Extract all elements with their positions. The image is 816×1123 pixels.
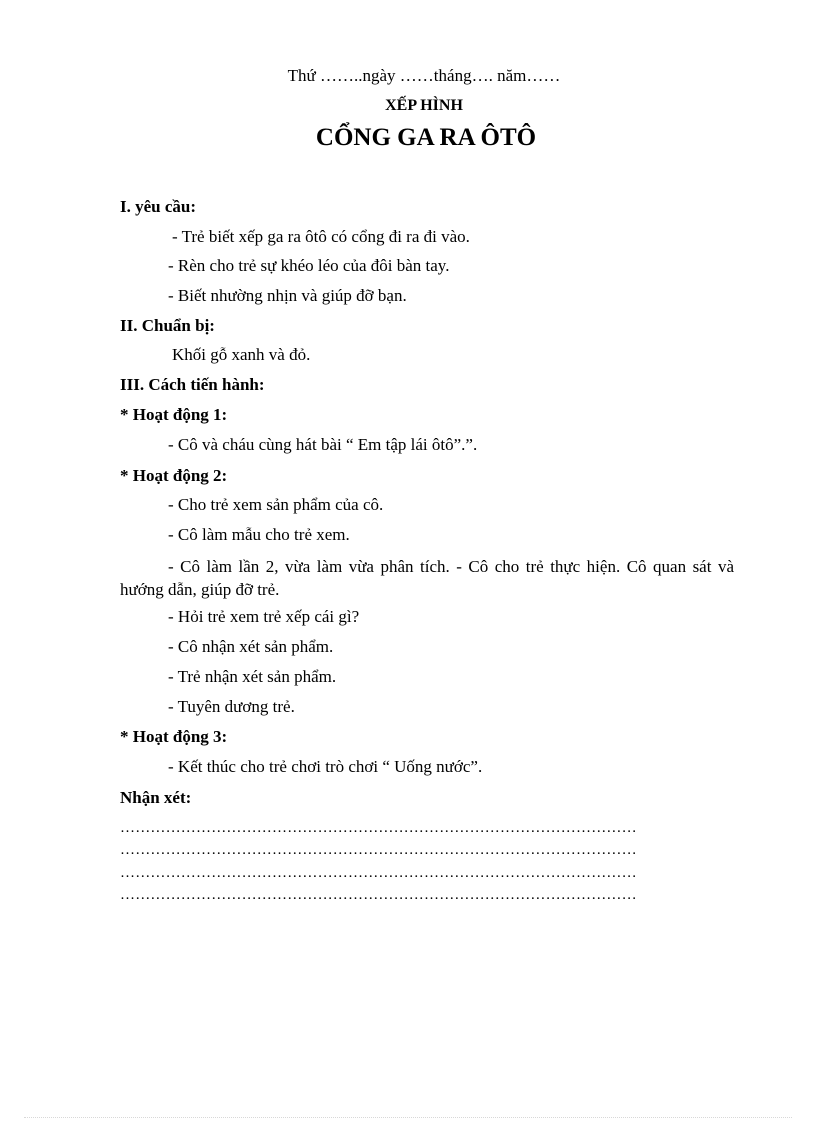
remarks-dotted-line: ………………………………………………………………………………………… — [120, 842, 637, 858]
activity-1-heading: * Hoạt động 1: — [120, 405, 228, 424]
page-bottom-divider — [24, 1117, 792, 1118]
remarks-dotted-line: ………………………………………………………………………………………… — [120, 865, 637, 881]
activity-2-item: - Cô nhận xét sản phẩm. — [168, 637, 334, 656]
preparation-text: Khối gỗ xanh và đỏ. — [172, 345, 311, 364]
activity-2-heading: * Hoạt động 2: — [120, 466, 228, 485]
date-line: Thứ ……..ngày ……tháng…. năm…… — [287, 66, 561, 85]
requirement-item: - Biết nhường nhịn và giúp đỡ bạn. — [168, 286, 407, 305]
subject-heading: XẾP HÌNH — [385, 97, 463, 114]
remarks-dotted-line: ………………………………………………………………………………………… — [120, 887, 637, 903]
activity-2-item: - Cho trẻ xem sản phẩm của cô. — [168, 495, 384, 514]
activity-2-item: - Tuyên dương trẻ. — [168, 697, 295, 716]
activity-3-item: - Kết thúc cho trẻ chơi trò chơi “ Uống nước”. — [168, 757, 483, 776]
requirement-item: - Rèn cho trẻ sự khéo léo của đôi bàn tay. — [168, 256, 450, 275]
remarks-heading: Nhận xét: — [120, 788, 192, 807]
section-procedure-heading: III. Cách tiến hành: — [120, 375, 265, 394]
section-preparation-heading: II. Chuẩn bị: — [120, 316, 215, 335]
page-title: CỔNG GA RA ÔTÔ — [315, 124, 537, 151]
activity-2-item: - Hỏi trẻ xem trẻ xếp cái gì? — [168, 607, 360, 626]
remarks-dotted-line: ………………………………………………………………………………………… — [120, 820, 637, 836]
requirement-item: - Trẻ biết xếp ga ra ôtô có cổng đi ra đi vào. — [172, 227, 470, 246]
activity-2-item: - Cô làm mẫu cho trẻ xem. — [168, 525, 350, 544]
section-requirements-heading: I. yêu cầu: — [120, 197, 197, 216]
activity-2-item: - Trẻ nhận xét sản phẩm. — [168, 667, 337, 686]
activity-2-item: - Cô làm lần 2, vừa làm vừa phân tích. - Cô cho trẻ thực hiện. Cô quan sát và hướng dẫn, giúp đỡ trẻ. — [120, 557, 734, 599]
activity-1-item: - Cô và cháu cùng hát bài “ Em tập lái ôtô”.”. — [168, 435, 478, 454]
activity-3-heading: * Hoạt động 3: — [120, 727, 228, 746]
